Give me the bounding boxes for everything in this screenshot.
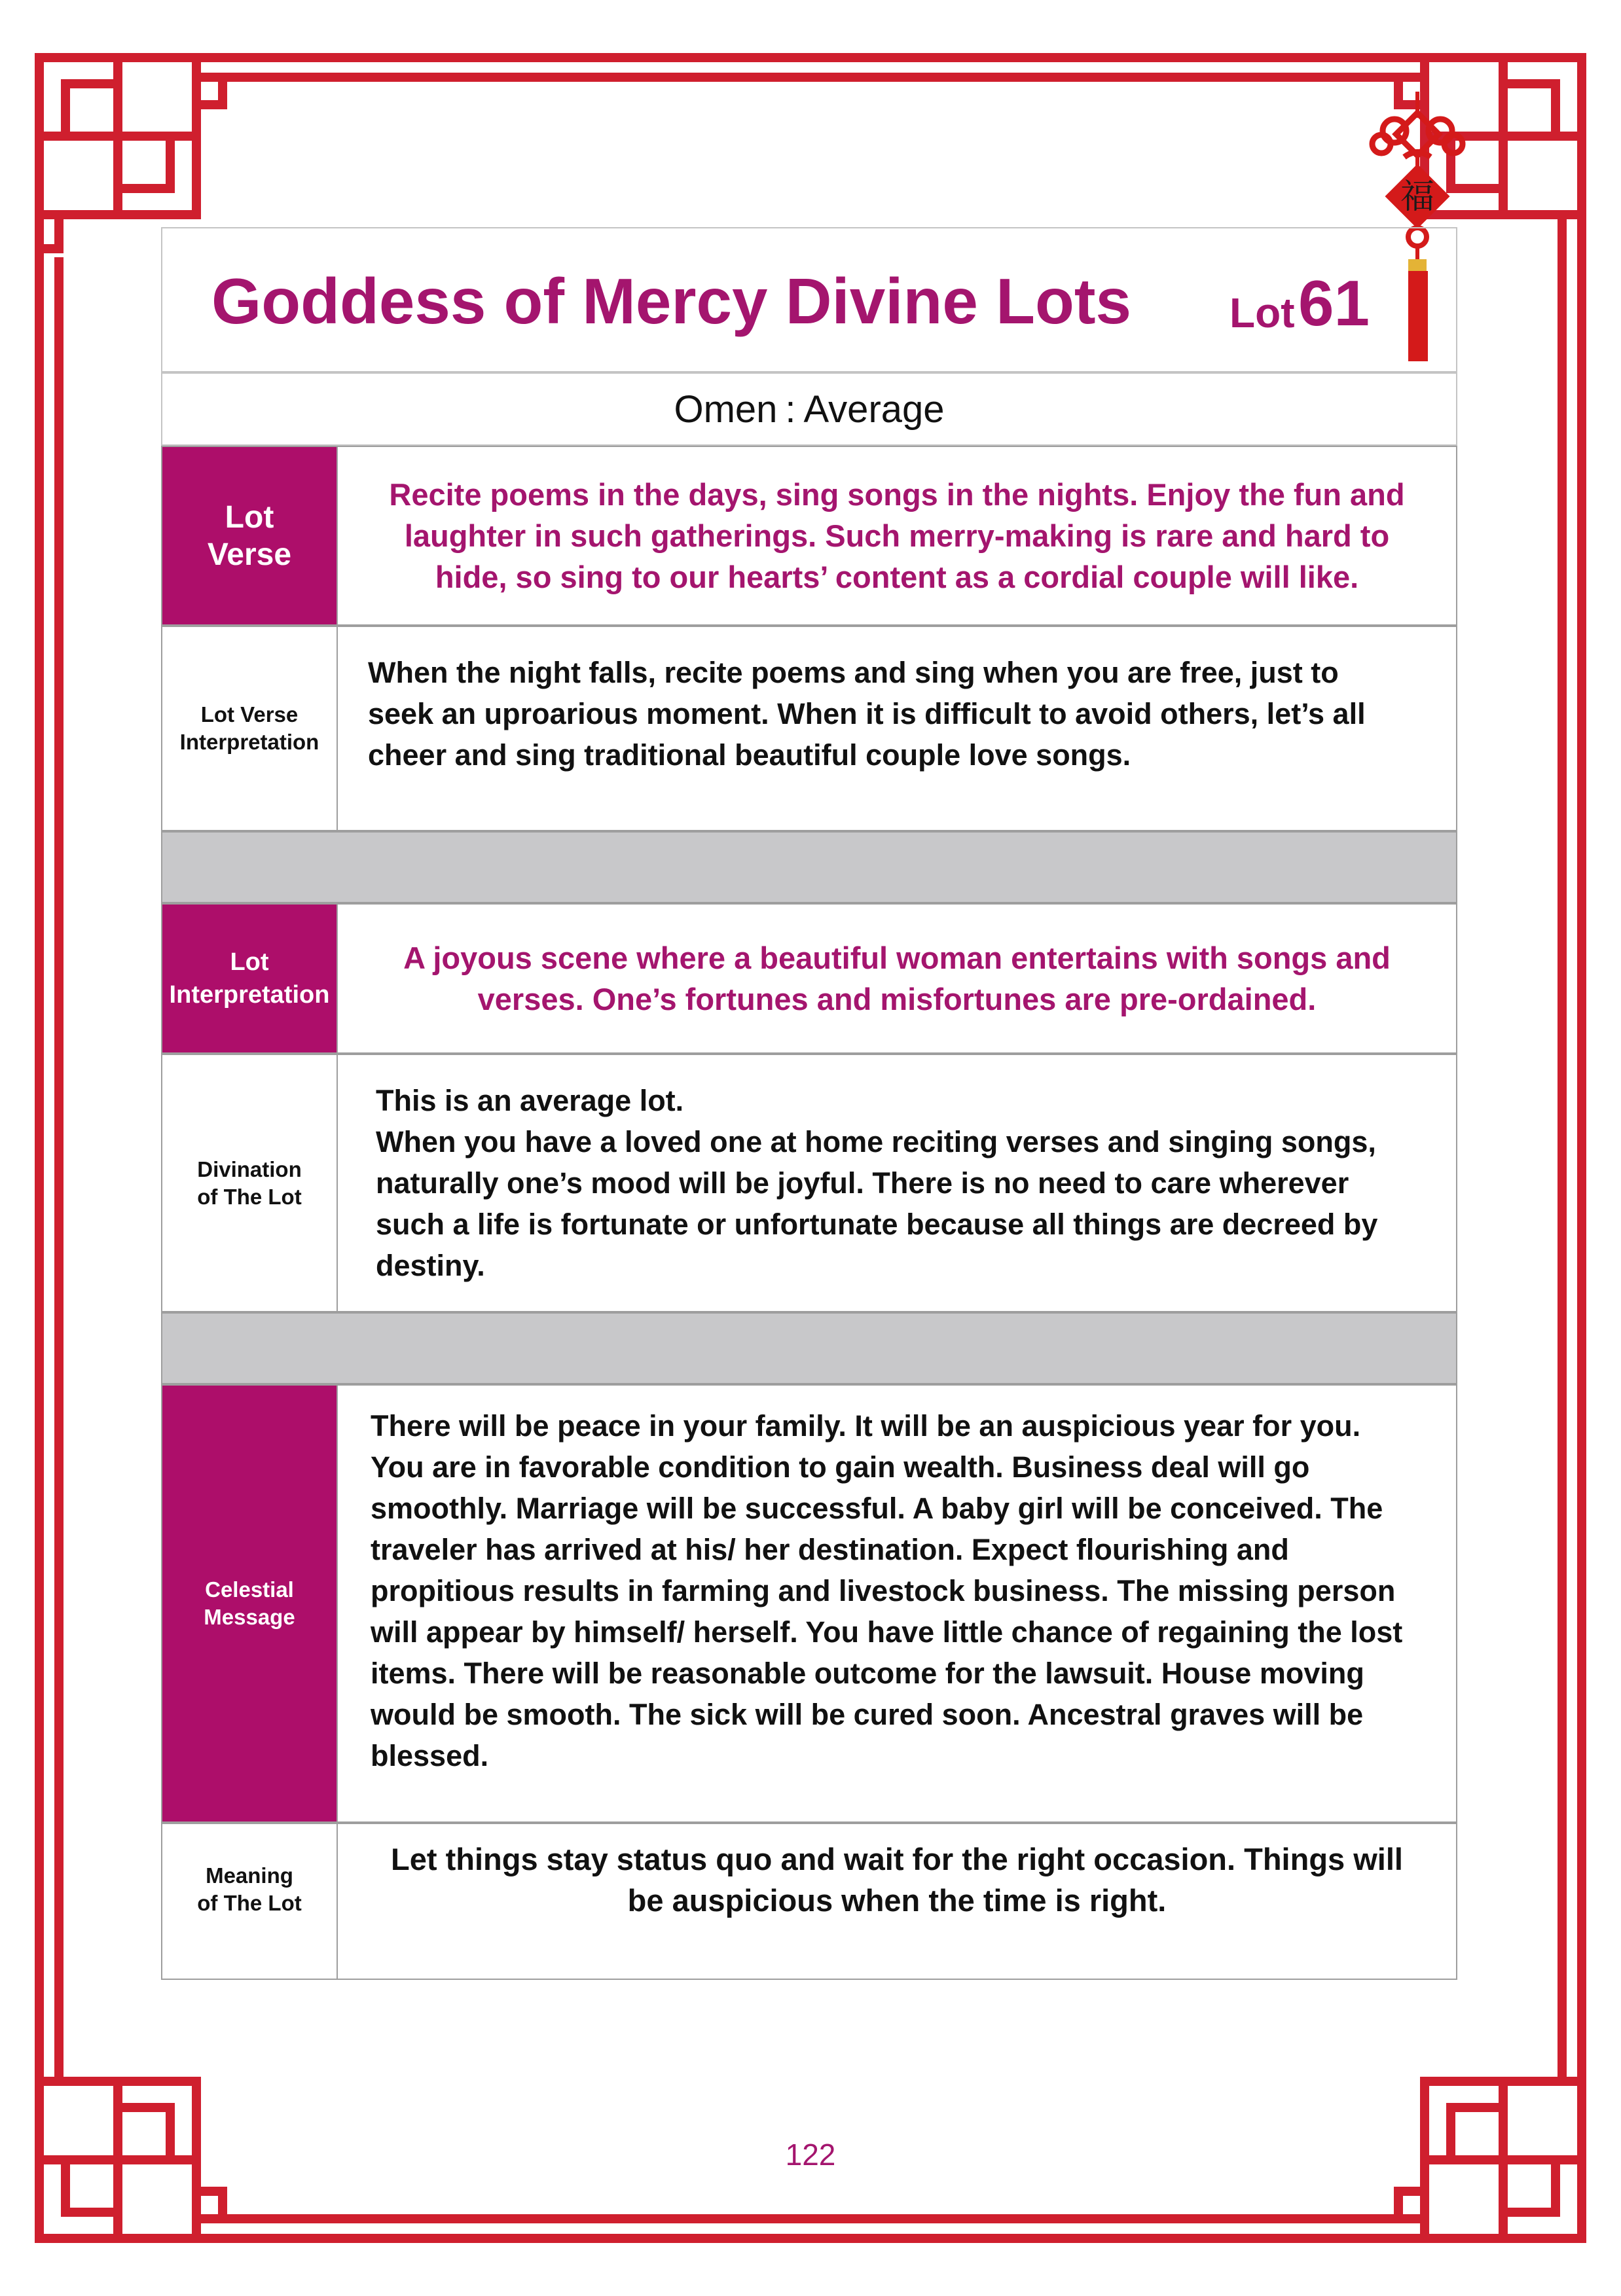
lot-label: Lot (1229, 289, 1295, 336)
divination-label: Divination of The Lot (162, 1055, 338, 1311)
celestial-message-row (161, 1384, 1457, 1823)
omen-separator: : (785, 387, 796, 431)
lot-verse-row (161, 446, 1457, 626)
page-title: Goddess of Mercy Divine Lots (211, 265, 1131, 337)
lot-verse-text: Recite poems in the days, sing songs in the nights. Enjoy the fun and laughter in such gatherings. Such merry-making is rare and hard to hide, so sing to our hearts’ content as a cordial couple will like. (389, 477, 1405, 594)
meaning-row (161, 1823, 1457, 1980)
lot-interpretation-row (161, 903, 1457, 1054)
lot-verse-label: Lot Verse (162, 447, 338, 624)
title-box (161, 227, 1457, 372)
omen-row (161, 372, 1457, 446)
meaning-label: Meaning of The Lot (162, 1824, 338, 1979)
lot-verse-interpretation-label: Lot Verse Interpretation (162, 627, 338, 830)
celestial-message-text: There will be peace in your family. It will be an auspicious year for you. You are in favorable condition to gain wealth. Business deal will go smoothly. Marriage will be successful. A baby girl will be conceived. The traveler has arrived at his/ her destination. Expect flourishing and propitious results in farming and livestock business. The missing person will appear by himself/ herself. You have little chance of regaining the lost items. There will be reasonable outcome for the lawsuit. House moving would be smooth. The sick will be cured soon. Ancestral graves will be blessed. (371, 1409, 1403, 1772)
page-number: 122 (785, 2138, 836, 2172)
fortune-character: 福 (1400, 177, 1435, 217)
section-divider (161, 1312, 1457, 1384)
divination-text: This is an average lot. When you have a loved one at home reciting verses and singing songs, naturally one’s mood will be joyful. There is no need to care wherever such a life is fortunate or unfortunate because all things are decreed by destiny. (376, 1084, 1378, 1282)
divination-row (161, 1054, 1457, 1312)
meaning-text: Let things stay status quo and wait for the right occasion. Things will be auspicious when the time is right. (391, 1842, 1403, 1918)
lot-interpretation-text: A joyous scene where a beautiful woman entertains with songs and verses. One’s fortunes and misfortunes are pre-ordained. (403, 941, 1391, 1016)
lot-verse-interpretation-text: When the night falls, recite poems and sing when you are free, just to seek an uproarious moment. When it is difficult to avoid others, let’s all cheer and sing traditional beautiful couple love songs. (368, 656, 1366, 772)
section-divider (161, 831, 1457, 903)
lot-number: 61 (1298, 267, 1370, 339)
omen-value: Average (803, 387, 945, 431)
celestial-message-label: Celestial Message (162, 1386, 338, 1821)
omen-label: Omen (674, 387, 778, 431)
lot-interpretation-label: Lot Interpretation (162, 905, 338, 1052)
lot-verse-interpretation-row (161, 626, 1457, 831)
